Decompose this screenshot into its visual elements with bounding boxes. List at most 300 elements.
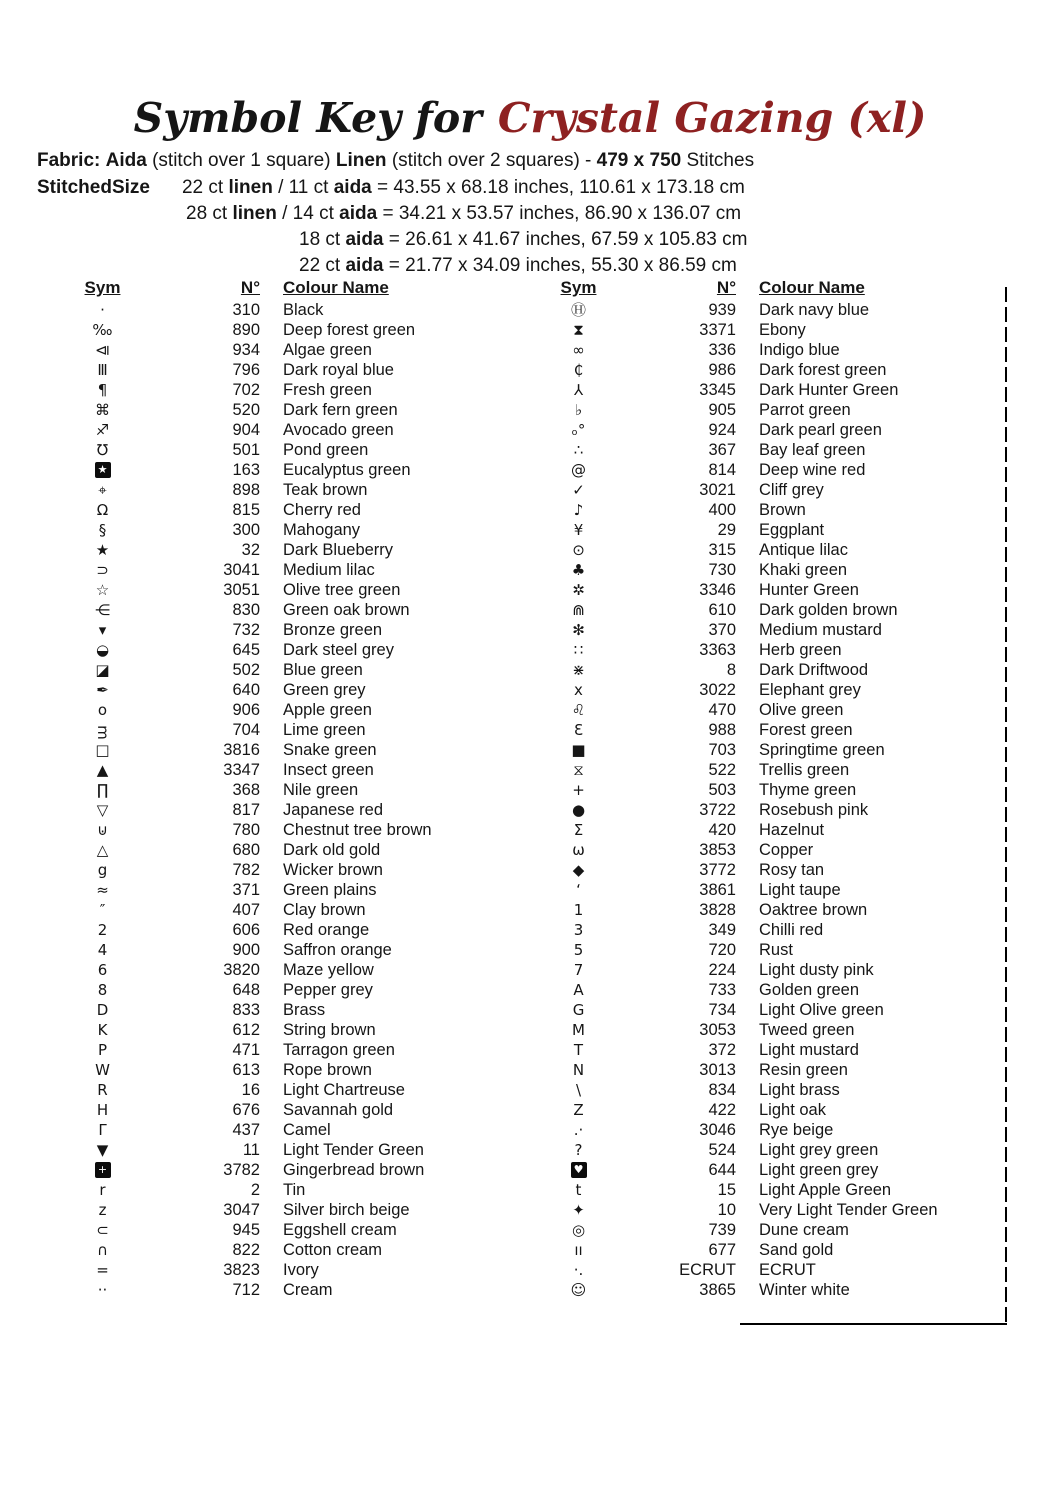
table-row xyxy=(536,300,938,320)
colour-name-cell: Rosy tan xyxy=(759,861,825,879)
colour-name-cell: Medium lilac xyxy=(283,561,375,579)
size-line-segment: / 14 ct xyxy=(276,203,340,224)
header-colour-name: Colour Name xyxy=(759,278,865,297)
colour-name-cell: Hazelnut xyxy=(759,821,825,839)
size-line-measurements: = 26.61 x 41.67 inches, 67.59 x 105.83 cm xyxy=(383,229,748,250)
colour-name-cell: Ivory xyxy=(283,1261,319,1279)
fabric-linen: Linen xyxy=(335,150,387,171)
table-row xyxy=(536,440,938,460)
number-cell: 934 xyxy=(232,341,260,359)
table-row xyxy=(536,760,938,780)
symbol-cell: N xyxy=(572,1061,585,1079)
symbol-cell: ◆ xyxy=(572,861,585,879)
colour-name-cell: Brass xyxy=(283,1001,326,1019)
symbol-cell: Ⅲ xyxy=(97,361,108,379)
symbol-cell: t xyxy=(575,1181,582,1199)
symbol-cell: 1 xyxy=(573,901,584,919)
colour-name-cell: Black xyxy=(283,301,324,319)
table-row xyxy=(536,540,938,560)
number-cell: 15 xyxy=(717,1181,736,1199)
number-cell: 739 xyxy=(708,1221,736,1239)
number-cell: 3051 xyxy=(223,581,260,599)
colour-name-cell: Dark Hunter Green xyxy=(759,381,899,399)
symbol-cell: ♣ xyxy=(571,561,586,579)
table-row xyxy=(536,980,938,1000)
table-row xyxy=(536,940,938,960)
number-cell: 648 xyxy=(232,981,260,999)
table-row xyxy=(536,660,938,680)
table-row xyxy=(536,560,938,580)
colour-name-cell: Clay brown xyxy=(283,901,366,919)
stitched-size-line-2 xyxy=(186,203,741,225)
fabric-aida-note: (stitch over 1 square) xyxy=(152,150,331,171)
symbol-cell: □ xyxy=(95,741,110,759)
number-cell: 3823 xyxy=(223,1261,260,1279)
symbol-cell: ∞ xyxy=(572,341,585,359)
symbol-cell: M xyxy=(572,1021,585,1039)
table-row xyxy=(60,780,432,800)
number-cell: 905 xyxy=(708,401,736,419)
table-row xyxy=(536,380,938,400)
stitched-size-line-1 xyxy=(37,177,745,199)
table-row xyxy=(60,1020,432,1040)
table-row xyxy=(60,1000,432,1020)
number-cell: 613 xyxy=(232,1061,260,1079)
colour-name-cell: Olive green xyxy=(759,701,844,719)
page-title xyxy=(0,94,1060,142)
number-cell: 814 xyxy=(708,461,736,479)
colour-name-cell: Light brass xyxy=(759,1081,840,1099)
colour-name-cell: Silver birch beige xyxy=(283,1201,410,1219)
fabric-linen-note: (stitch over 2 squares) - xyxy=(391,150,592,171)
header-sym: Sym xyxy=(84,278,121,297)
number-cell: 780 xyxy=(232,821,260,839)
symbol-cell: ✒ xyxy=(96,681,109,699)
stitch-count: 479 x 750 xyxy=(596,150,682,171)
table-row xyxy=(536,740,938,760)
symbol-cell: D xyxy=(96,1001,109,1019)
colour-name-cell: Cherry red xyxy=(283,501,361,519)
symbol-cell: ● xyxy=(571,801,586,819)
table-row xyxy=(60,1240,432,1260)
colour-name-cell: Rust xyxy=(759,941,793,959)
number-cell: 720 xyxy=(708,941,736,959)
number-cell: 420 xyxy=(708,821,736,839)
colour-name-cell: Saffron orange xyxy=(283,941,392,959)
colour-name-cell: Bronze green xyxy=(283,621,383,639)
colour-name-cell: Tin xyxy=(283,1181,306,1199)
number-cell: 3861 xyxy=(699,881,736,899)
fabric-line xyxy=(37,150,754,172)
symbol-cell: x xyxy=(574,681,583,699)
symbol-cell: ♌ xyxy=(571,701,586,719)
colour-name-cell: Dark old gold xyxy=(283,841,381,859)
colour-name-cell: Resin green xyxy=(759,1061,848,1079)
table-row xyxy=(60,760,432,780)
number-cell: 890 xyxy=(232,321,260,339)
table-row xyxy=(536,680,938,700)
table-row xyxy=(536,620,938,640)
table-row xyxy=(60,440,432,460)
symbol-cell: ☆ xyxy=(95,581,110,599)
header-number: N° xyxy=(716,278,736,297)
number-cell: 300 xyxy=(232,521,260,539)
number-cell: 640 xyxy=(232,681,260,699)
number-cell: 3853 xyxy=(699,841,736,859)
number-cell: 370 xyxy=(708,621,736,639)
page-boundary-dashed-line xyxy=(1005,287,1007,1324)
number-cell: 3022 xyxy=(699,681,736,699)
colour-name-cell: Trellis green xyxy=(759,761,850,779)
number-cell: 224 xyxy=(708,961,736,979)
symbol-cell: r xyxy=(99,1181,106,1199)
colour-name-cell: Dark forest green xyxy=(759,361,887,379)
table-row xyxy=(60,660,432,680)
symbol-cell: § xyxy=(98,521,107,539)
number-cell: 3782 xyxy=(223,1161,260,1179)
number-cell: 830 xyxy=(232,601,260,619)
table-row xyxy=(60,360,432,380)
symbol-cell: A xyxy=(573,981,584,999)
symbol-cell: + xyxy=(572,781,585,799)
table-row xyxy=(60,1160,432,1180)
number-cell: 3041 xyxy=(223,561,260,579)
symbol-cell: ⌖ xyxy=(98,481,107,499)
number-cell: 3346 xyxy=(699,581,736,599)
colour-name-cell: Rye beige xyxy=(759,1121,834,1139)
colour-name-cell: Maze yellow xyxy=(283,961,374,979)
table-row xyxy=(60,820,432,840)
number-cell: 3828 xyxy=(699,901,736,919)
colour-name-cell: Light Chartreuse xyxy=(283,1081,405,1099)
number-cell: 702 xyxy=(232,381,260,399)
symbol-cell: ᴟ xyxy=(97,721,108,739)
number-cell: ECRUT xyxy=(679,1261,736,1279)
fabric-label: Fabric: xyxy=(37,150,101,171)
colour-name-cell: Springtime green xyxy=(759,741,885,759)
number-cell: 503 xyxy=(708,781,736,799)
number-cell: 349 xyxy=(708,921,736,939)
symbol-cell: ⋲ xyxy=(95,601,110,619)
symbol-cell: Z xyxy=(573,1101,584,1119)
table-row xyxy=(60,1200,432,1220)
number-cell: 732 xyxy=(232,621,260,639)
number-cell: 704 xyxy=(232,721,260,739)
table-row xyxy=(60,940,432,960)
stitched-size-line-4 xyxy=(299,255,737,277)
table-row xyxy=(536,1080,938,1100)
number-cell: 815 xyxy=(232,501,260,519)
symbol-cell: ‰ xyxy=(92,321,113,339)
table-row xyxy=(536,920,938,940)
symbol-cell: ¶ xyxy=(97,381,108,399)
fabric-aida: Aida xyxy=(105,150,147,171)
symbol-glyph: ★ xyxy=(95,462,111,478)
colour-name-cell: Nile green xyxy=(283,781,359,799)
table-row xyxy=(60,800,432,820)
number-cell: 924 xyxy=(708,421,736,439)
number-cell: 3047 xyxy=(223,1201,260,1219)
colour-name-cell: Algae green xyxy=(283,341,372,359)
table-row xyxy=(60,900,432,920)
number-cell: 833 xyxy=(232,1001,260,1019)
symbol-cell: ♭ xyxy=(574,401,583,419)
colour-name-cell: Dark navy blue xyxy=(759,301,870,319)
number-cell: 904 xyxy=(232,421,260,439)
colour-name-cell: Light mustard xyxy=(759,1041,859,1059)
colour-name-cell: Insect green xyxy=(283,761,374,779)
symbol-cell: ▾ xyxy=(98,621,107,639)
colour-name-cell: Apple green xyxy=(283,701,372,719)
symbol-cell: ⧏ xyxy=(95,341,110,359)
number-cell: 612 xyxy=(232,1021,260,1039)
symbol-cell: ıı xyxy=(574,1241,583,1259)
symbol-cell: ◒ xyxy=(95,641,110,659)
symbol-cell: ◪ xyxy=(95,661,110,679)
number-cell: 3722 xyxy=(699,801,736,819)
symbol-glyph: ♥ xyxy=(571,1162,587,1178)
table-row xyxy=(536,820,938,840)
colour-name-cell: Oaktree brown xyxy=(759,901,868,919)
colour-name-cell: Cream xyxy=(283,1281,333,1299)
symbol-cell: · xyxy=(100,301,105,319)
symbol-cell: 6 xyxy=(97,961,108,979)
table-row xyxy=(60,1060,432,1080)
colour-name-cell: Fresh green xyxy=(283,381,372,399)
number-cell: 3347 xyxy=(223,761,260,779)
size-line-fabric: aida xyxy=(345,255,384,276)
colour-name-cell: Hunter Green xyxy=(759,581,859,599)
size-line-fabric: aida xyxy=(333,177,372,198)
table-row xyxy=(60,1040,432,1060)
table-row xyxy=(536,1140,938,1160)
table-row xyxy=(536,1260,938,1280)
table-row xyxy=(536,1060,938,1080)
size-line-fabric: linen xyxy=(228,177,273,198)
title-prefix: Symbol Key for xyxy=(133,94,482,142)
table-row xyxy=(60,880,432,900)
table-row xyxy=(60,840,432,860)
symbol-cell: ∷ xyxy=(573,641,584,659)
table-row xyxy=(536,640,938,660)
table-row xyxy=(60,500,432,520)
number-cell: 163 xyxy=(232,461,260,479)
symbol-cell: ✻ xyxy=(572,621,585,639)
number-cell: 522 xyxy=(708,761,736,779)
symbol-table-left xyxy=(60,300,432,1300)
colour-name-cell: Green plains xyxy=(283,881,377,899)
table-row xyxy=(60,1280,432,1300)
colour-name-cell: Thyme green xyxy=(759,781,857,799)
table-row xyxy=(536,460,938,480)
number-cell: 501 xyxy=(232,441,260,459)
page-boundary-corner-line xyxy=(740,1323,1007,1325)
colour-name-cell: Dark golden brown xyxy=(759,601,898,619)
number-cell: 422 xyxy=(708,1101,736,1119)
number-cell: 3371 xyxy=(699,321,736,339)
table-row xyxy=(536,1120,938,1140)
colour-name-cell: Chestnut tree brown xyxy=(283,821,432,839)
colour-name-cell: Light grey green xyxy=(759,1141,879,1159)
colour-name-cell: Dune cream xyxy=(759,1221,849,1239)
symbol-cell: Γ xyxy=(98,1121,107,1139)
table-row xyxy=(60,1260,432,1280)
table-row xyxy=(60,600,432,620)
symbol-cell: ☺ xyxy=(570,1281,587,1299)
number-cell: 3816 xyxy=(223,741,260,759)
table-row xyxy=(60,460,432,480)
number-cell: 986 xyxy=(708,361,736,379)
number-cell: 988 xyxy=(708,721,736,739)
size-line-fabric: aida xyxy=(339,203,378,224)
symbol-cell: ⊂ xyxy=(96,1221,109,1239)
table-row xyxy=(60,1140,432,1160)
symbol-cell: ω xyxy=(572,841,585,859)
number-cell: 336 xyxy=(708,341,736,359)
symbol-cell: ⌘ xyxy=(95,401,110,419)
colour-name-cell: Medium mustard xyxy=(759,621,882,639)
symbol-cell: ∩ xyxy=(97,1241,108,1259)
colour-name-cell: Dark fern green xyxy=(283,401,398,419)
table-row xyxy=(536,700,938,720)
colour-name-cell: Olive tree green xyxy=(283,581,401,599)
table-row xyxy=(60,680,432,700)
colour-name-cell: Teak brown xyxy=(283,481,368,499)
number-cell: 502 xyxy=(232,661,260,679)
symbol-cell xyxy=(60,460,145,480)
table-row xyxy=(60,380,432,400)
table-row xyxy=(60,1080,432,1100)
number-cell: 3363 xyxy=(699,641,736,659)
symbol-cell: ₵ xyxy=(573,361,584,379)
colour-name-cell: Golden green xyxy=(759,981,859,999)
symbol-cell: T xyxy=(573,1041,584,1059)
number-cell: 407 xyxy=(232,901,260,919)
table-row xyxy=(536,500,938,520)
colour-name-cell: Camel xyxy=(283,1121,331,1139)
number-cell: 796 xyxy=(232,361,260,379)
colour-name-cell: Green oak brown xyxy=(283,601,410,619)
table-row xyxy=(60,960,432,980)
table-row xyxy=(536,320,938,340)
size-line-fabric: aida xyxy=(345,229,384,250)
symbol-table-right xyxy=(536,300,938,1300)
size-line-measurements: = 21.77 x 34.09 inches, 55.30 x 86.59 cm xyxy=(383,255,737,276)
colour-name-cell: Snake green xyxy=(283,741,377,759)
symbol-cell: ▼ xyxy=(96,1141,109,1159)
colour-name-cell: Gingerbread brown xyxy=(283,1161,425,1179)
number-cell: 606 xyxy=(232,921,260,939)
colour-name-cell: Ebony xyxy=(759,321,806,339)
symbol-cell: ‘ xyxy=(576,881,581,899)
symbol-cell: ★ xyxy=(95,541,110,559)
symbol-cell: ✦ xyxy=(572,1201,585,1219)
number-cell: 315 xyxy=(708,541,736,559)
number-cell: 8 xyxy=(726,661,736,679)
number-cell: 645 xyxy=(232,641,260,659)
symbol-cell: .· xyxy=(573,1121,584,1139)
number-cell: 524 xyxy=(708,1141,736,1159)
colour-name-cell: Dark Driftwood xyxy=(759,661,869,679)
symbol-cell: Ɛ xyxy=(573,721,584,739)
colour-name-cell: Light oak xyxy=(759,1101,826,1119)
symbol-cell: ₒ° xyxy=(571,421,586,439)
symbol-cell: H xyxy=(96,1101,109,1119)
symbol-cell: ✓ xyxy=(572,481,585,499)
symbol-cell: g xyxy=(97,861,108,879)
table-row xyxy=(536,580,938,600)
colour-name-cell: Sand gold xyxy=(759,1241,834,1259)
size-line-segment: 18 ct xyxy=(299,229,346,250)
size-line-segment: 28 ct xyxy=(186,203,233,224)
symbol-cell: ▽ xyxy=(96,801,109,819)
colour-name-cell: Dark royal blue xyxy=(283,361,394,379)
number-cell: 3345 xyxy=(699,381,736,399)
table-row xyxy=(60,320,432,340)
colour-name-cell: Mahogany xyxy=(283,521,361,539)
number-cell: 2 xyxy=(250,1181,260,1199)
number-cell: 371 xyxy=(232,881,260,899)
colour-name-cell: Dark pearl green xyxy=(759,421,882,439)
symbol-cell: ∏ xyxy=(96,781,109,799)
table-row xyxy=(60,700,432,720)
number-cell: 11 xyxy=(242,1141,260,1159)
colour-name-cell: Eggshell cream xyxy=(283,1221,397,1239)
table-row xyxy=(60,520,432,540)
table-row xyxy=(60,920,432,940)
symbol-cell: @ xyxy=(571,461,586,479)
symbol-cell: ⊍ xyxy=(97,821,108,839)
number-cell: 677 xyxy=(708,1241,736,1259)
colour-name-cell: Green grey xyxy=(283,681,366,699)
number-cell: 3820 xyxy=(223,961,260,979)
table-header-left xyxy=(60,278,389,298)
table-row xyxy=(536,1180,938,1200)
colour-name-cell: Light Apple Green xyxy=(759,1181,892,1199)
colour-name-cell: Rope brown xyxy=(283,1061,372,1079)
symbol-cell: ■ xyxy=(571,741,586,759)
stitched-size-line-3 xyxy=(299,229,747,251)
table-row xyxy=(60,420,432,440)
colour-name-cell: Cliff grey xyxy=(759,481,824,499)
number-cell: 3013 xyxy=(699,1061,736,1079)
size-line-fabric: linen xyxy=(232,203,277,224)
number-cell: 703 xyxy=(708,741,736,759)
colour-name-cell: Savannah gold xyxy=(283,1101,394,1119)
number-cell: 470 xyxy=(708,701,736,719)
number-cell: 676 xyxy=(232,1101,260,1119)
table-row xyxy=(536,1160,938,1180)
table-row xyxy=(60,620,432,640)
table-row xyxy=(536,420,938,440)
table-row xyxy=(60,580,432,600)
colour-name-cell: Rosebush pink xyxy=(759,801,869,819)
colour-name-cell: Khaki green xyxy=(759,561,848,579)
header-sym: Sym xyxy=(560,278,597,297)
table-row xyxy=(60,640,432,660)
symbol-cell: ⊙ xyxy=(572,541,585,559)
colour-name-cell: Antique lilac xyxy=(759,541,848,559)
number-cell: 310 xyxy=(232,301,260,319)
header-number: N° xyxy=(240,278,260,297)
colour-name-cell: String brown xyxy=(283,1021,376,1039)
table-row xyxy=(60,480,432,500)
symbol-cell: ? xyxy=(574,1141,583,1159)
colour-name-cell: Light dusty pink xyxy=(759,961,874,979)
symbol-cell: Ω xyxy=(96,501,109,519)
stitched-size-label: StitchedSize xyxy=(37,177,150,198)
number-cell: 945 xyxy=(232,1221,260,1239)
